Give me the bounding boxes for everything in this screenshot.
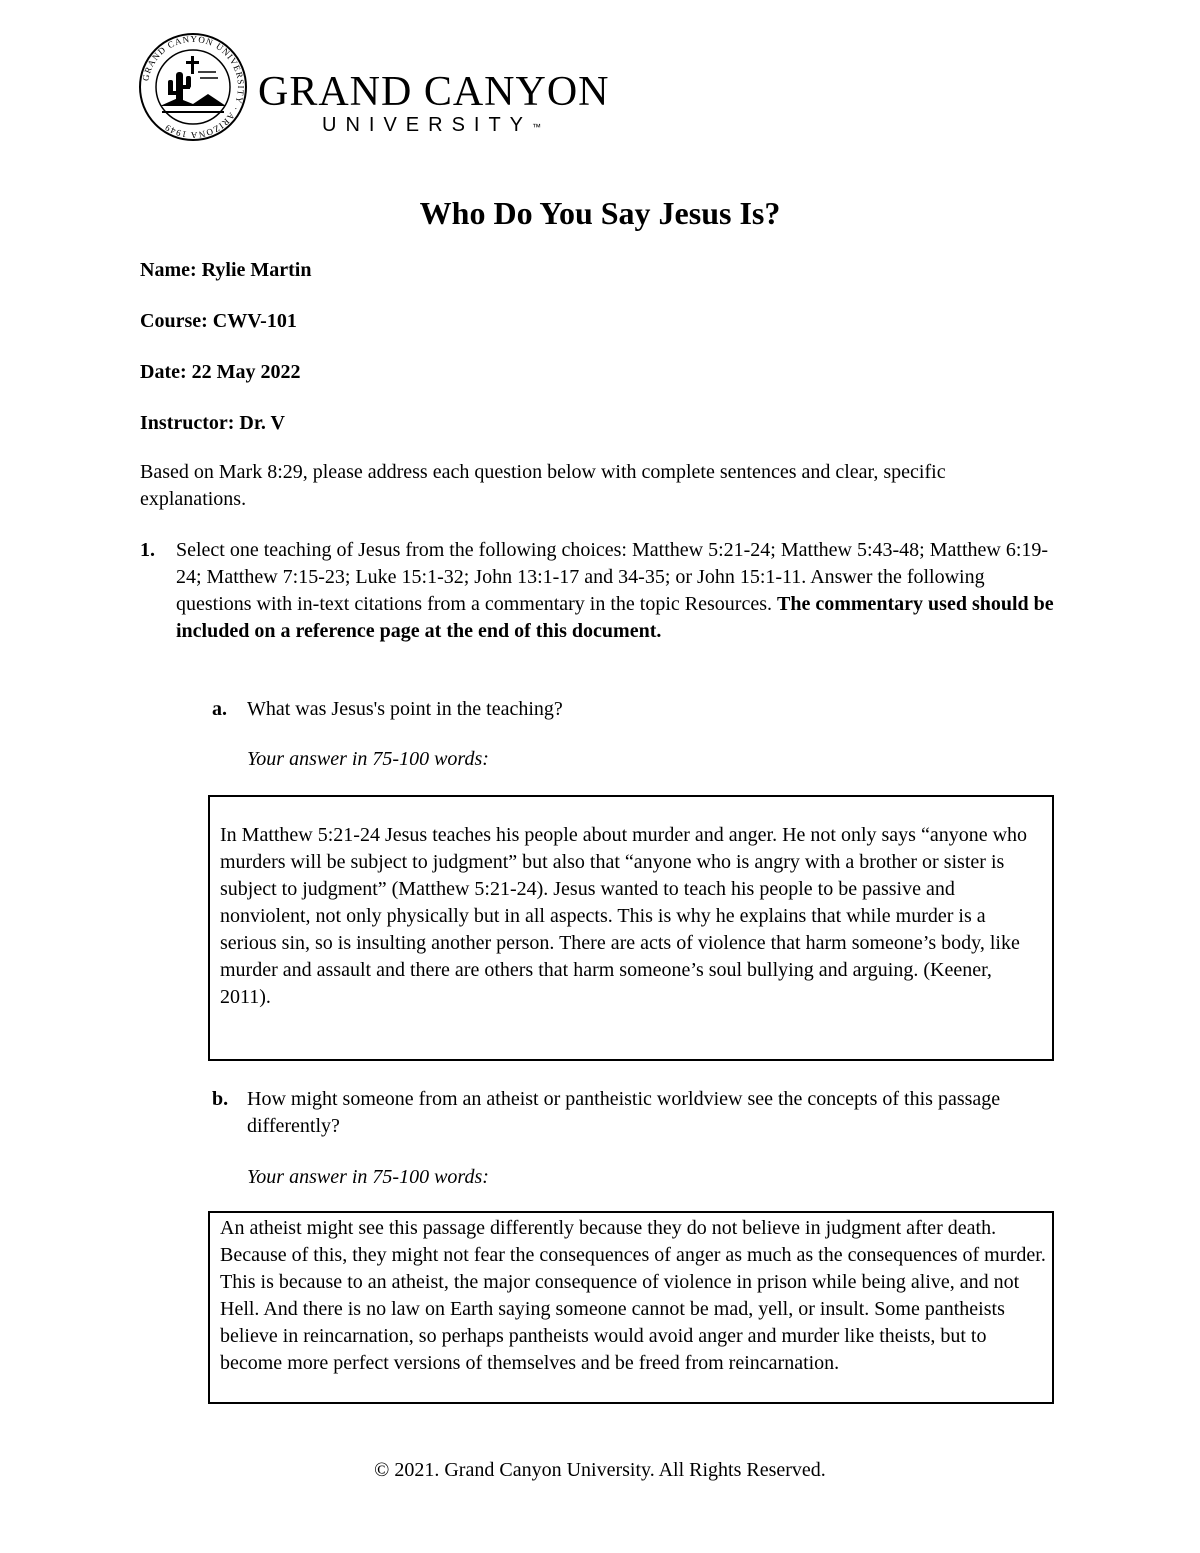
part-b-answer-label: Your answer in 75-100 words:	[247, 1166, 489, 1188]
page-title: Who Do You Say Jesus Is?	[419, 195, 781, 231]
part-b-question: How might someone from an atheist or pantheistic worldview see the concepts of this passage differently?	[247, 1088, 1001, 1137]
copyright-footer: © 2021. Grand Canyon University. All Rights Reserved.	[374, 1459, 826, 1481]
trademark-symbol: ™	[532, 122, 542, 132]
part-b-answer-box[interactable]	[208, 1211, 1054, 1404]
university-seal-icon	[138, 32, 248, 142]
part-b-answer-text[interactable]: An atheist might see this passage differently because they do not believe in judgment after death. Because of this, they might not fear the consequences of anger as much as the consequences of murder. This is because to an atheist, the major consequence of violence in prison while being alive, and not Hell. And there is no law on Earth saying someone cannot be mad, yell, or insult. Some pantheists believe in reincarnation, so perhaps pantheists would avoid anger and murder like theists, but to become more perfect versions of themselves and be freed from reincarnation.	[220, 1217, 1046, 1374]
svg-text:GRAND CANYON UNIVERSITY · ARIZ: GRAND CANYON UNIVERSITY · ARIZONA 1949	[140, 33, 247, 141]
date-label: Date: 22 May 2022	[140, 361, 301, 383]
part-a-question: What was Jesus's point in the teaching?	[247, 698, 563, 720]
part-b-letter: b.	[212, 1088, 229, 1110]
university-wordmark-sub	[322, 112, 541, 138]
course-label: Course: CWV-101	[140, 310, 297, 332]
question-number: 1.	[140, 539, 155, 561]
wordmark-sub-text: UNIVERSITY	[322, 114, 533, 136]
question-text	[176, 537, 1056, 645]
question-bold-note: The commentary used should be included on a reference page at the end of this document.	[176, 593, 1054, 642]
student-name: Name: Rylie Martin	[140, 259, 312, 281]
instructor-label: Instructor: Dr. V	[140, 412, 285, 434]
part-a-answer-box[interactable]	[208, 795, 1054, 1061]
question-instructions: Select one teaching of Jesus from the following choices: Matthew 5:21-24; Matthew 5:43-48; Matthew 6:19-24; Matthew 7:15-23; Luke 15:1-32; John 13:1-17 and 34-35; or John 15:1-11. Answer the following questions with in-text citations from a commentary in the topic Resources.	[176, 539, 1049, 615]
part-a-answer-text[interactable]: In Matthew 5:21-24 Jesus teaches his people about murder and anger. He not only says “anyone who murders will be subject to judgment” but also that “anyone who is angry with a brother or sister is subject to judgment” (Matthew 5:21-24). Jesus wanted to teach his people to be passive and nonviolent, not only physically but in all aspects. This is why he explains that while murder is a serious sin, so is insulting another person. There are acts of violence that harm someone’s body, like murder and assault and there are others that harm someone’s soul bullying and arguing. (Keener, 2011).	[220, 824, 1028, 1008]
part-a-answer-label: Your answer in 75-100 words:	[247, 748, 489, 770]
part-a-letter: a.	[212, 698, 227, 720]
intro-paragraph: Based on Mark 8:29, please address each question below with complete sentences and clear, specific explanations.	[140, 461, 946, 510]
university-wordmark: GRAND CANYON	[258, 69, 610, 115]
